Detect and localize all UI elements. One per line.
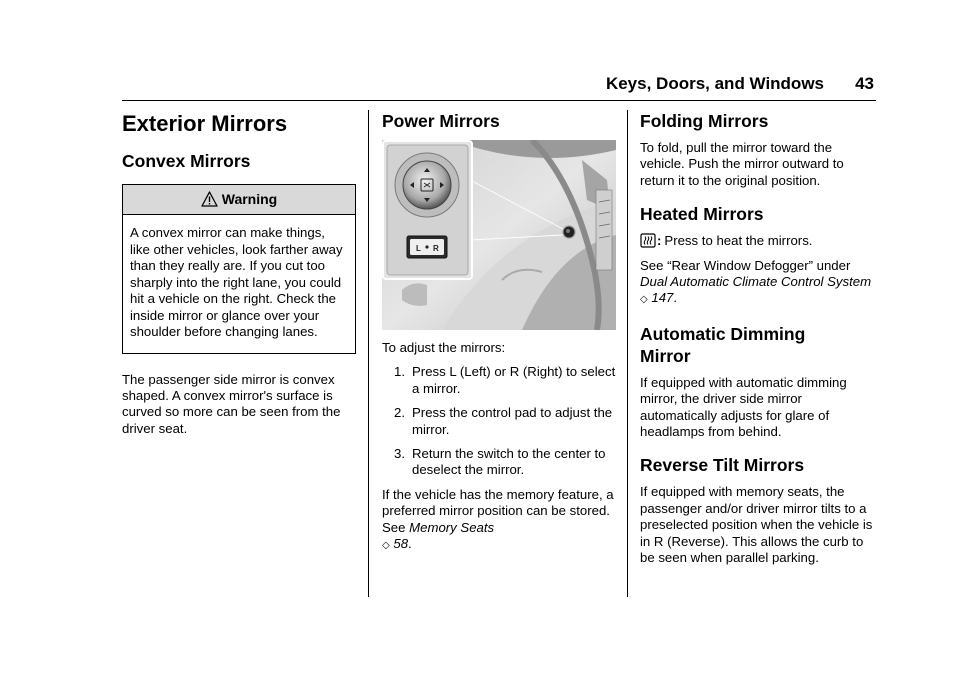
- column-power-mirrors: [382, 110, 616, 562]
- heated-text: Press to heat the mirrors.: [664, 233, 813, 249]
- page-header: [122, 72, 876, 101]
- list-item: [382, 364, 616, 397]
- switch-label-right: R: [433, 244, 439, 253]
- step-text: Return the switch to the center to deselect the mirror.: [412, 446, 606, 478]
- column-divider: [368, 110, 369, 597]
- warning-icon: [201, 191, 218, 207]
- warning-text: A convex mirror can make things, like other vehicles, look farther away than they really are. If you cut too sharply into the right lane, you could hit a vehicle on the right. Check the inside mirror or glance over your shoulder before changing lanes.: [130, 225, 343, 339]
- page-ref-icon: ◇: [640, 294, 648, 306]
- column-divider: [627, 110, 628, 597]
- step-number: 3.: [394, 446, 405, 462]
- see-paragraph: [640, 258, 880, 309]
- list-item: [382, 405, 616, 438]
- dimming-text: If equipped with automatic dimming mirror, the driver side mirror automatically adjusts for glare of headlamps from behind.: [640, 374, 847, 440]
- see-period: .: [673, 290, 678, 306]
- heading-folding-mirrors: Folding Mirrors: [640, 111, 769, 131]
- step-number: 2.: [394, 405, 405, 421]
- section-title: Keys, Doors, and Windows: [605, 74, 824, 93]
- memory-seats-link[interactable]: Memory Seats: [409, 519, 495, 535]
- list-item: [382, 446, 616, 479]
- memory-paragraph: [382, 487, 616, 555]
- climate-control-link[interactable]: Dual Automatic Climate Control System: [640, 274, 872, 290]
- memory-text: If the vehicle has the memory feature, a preferred mirror position can be stored. See: [382, 486, 614, 535]
- page-ref-icon: ◇: [382, 540, 390, 552]
- memory-seats-page[interactable]: 58: [393, 536, 409, 552]
- adjust-intro: To adjust the mirrors:: [382, 340, 506, 355]
- warning-label: Warning: [221, 191, 278, 207]
- warning-box: [122, 184, 356, 354]
- step-text: Press L (Left) or R (Right) to select a mirror.: [412, 364, 616, 396]
- step-number: 1.: [394, 364, 405, 380]
- heading-reverse-tilt: Reverse Tilt Mirrors: [640, 455, 805, 476]
- see-text: See “Rear Window Defogger” under: [640, 257, 851, 273]
- switch-label-left: L: [416, 244, 421, 253]
- rear-defogger-icon: [640, 233, 656, 248]
- adjust-steps: [382, 364, 616, 478]
- memory-period: .: [408, 536, 412, 552]
- convex-body-text: The passenger side mirror is convex shaped. A convex mirror's surface is curved so more can be seen from the driver seat.: [122, 371, 341, 436]
- heated-colon: :: [657, 233, 662, 249]
- warning-header: [123, 185, 355, 215]
- heading-exterior-mirrors: Exterior Mirrors: [122, 111, 288, 136]
- reverse-text: If equipped with memory seats, the passenger and/or driver mirror tilts to a preselected position when the vehicle is in R (Reverse). This allows the curb to be seen when parallel parking.: [640, 484, 873, 566]
- heading-automatic-dimming: Automatic Dimming Mirror: [640, 323, 806, 366]
- heading-power-mirrors: Power Mirrors: [382, 111, 500, 131]
- column-folding-heated: [640, 110, 880, 575]
- heading-convex-mirrors: Convex Mirrors: [122, 151, 251, 171]
- heated-mirrors-line: [640, 233, 880, 249]
- column-exterior-mirrors: [122, 110, 356, 445]
- page-number: 43: [855, 74, 874, 93]
- folding-text: To fold, pull the mirror toward the vehicle. Push the mirror outward to return it to the original position.: [640, 140, 844, 188]
- power-mirror-control-photo: [382, 140, 616, 330]
- heading-heated-mirrors: Heated Mirrors: [640, 204, 764, 225]
- climate-control-page[interactable]: 147: [651, 290, 674, 306]
- step-text: Press the control pad to adjust the mirror.: [412, 405, 613, 437]
